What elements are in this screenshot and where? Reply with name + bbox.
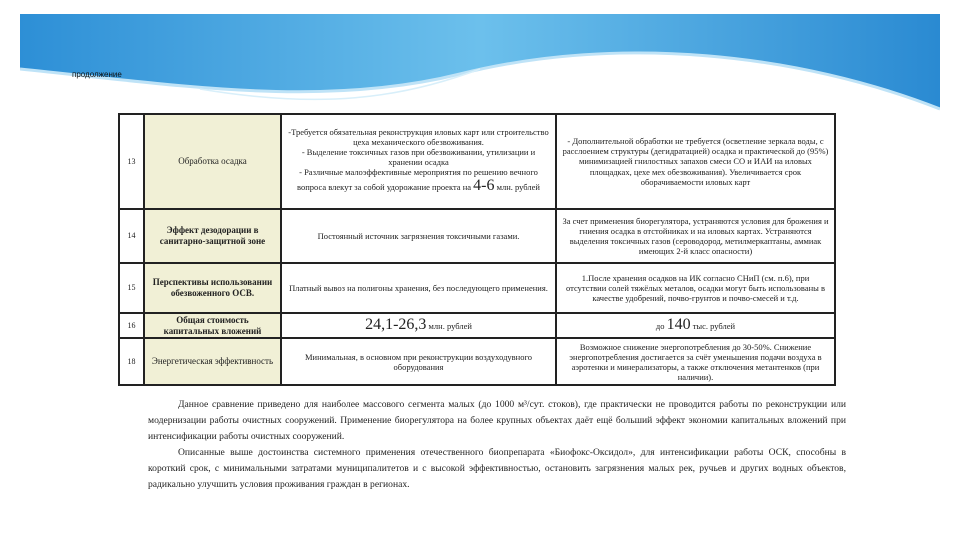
table-row xyxy=(119,338,835,385)
paragraph: Описанные выше достоинства системного применения отечественного биопрепарата «Биофокс-Оксидол», для интенсификации работы ОСК, способны в короткий срок, с минимальными затратами муниципалитетов и с высокой эффективностью, остановить загрязнения малых рек, ручьев и других водных объектов, радикально улучшить условия проживания граждан в регионах. xyxy=(148,447,846,490)
bioregulator-cell: Возможное снижение энергопотребления до 30-50%. Снижение энергопотребления достигается за счёт уменьшения подачи воздуха в аэротенки и минерализаторы, а также отключения метантенков (при наличии). xyxy=(556,338,835,385)
traditional-cell: Постоянный источник загрязнения токсичными газами. xyxy=(281,209,556,263)
decorative-wave-banner xyxy=(20,14,940,114)
cost-prefix: до xyxy=(655,321,665,332)
traditional-cell xyxy=(281,313,556,338)
row-number: 16 xyxy=(119,313,144,338)
row-number: 14 xyxy=(119,209,144,263)
row-number: 13 xyxy=(119,114,144,209)
cost-value: 140 xyxy=(666,316,691,334)
table-row xyxy=(119,263,835,313)
table-row xyxy=(119,313,835,338)
cost-unit: млн. рублей xyxy=(496,182,540,193)
bioregulator-cell: - Дополнительной обработки не требуется (осветление зеркала воды, с расслоением структуры (дегидратацией) осадка и практической до (95%) минимизацией гнилостных запахов смеси СО и ИАИ на иловых площадках, цехе мех обезвоживания). Увеличивается срок оборачиваемости иловых карт xyxy=(556,114,835,209)
slide-subtitle: продолжение xyxy=(72,70,122,79)
row-parameter: Эффект дезодорации в санитарно-защитной зоне xyxy=(144,209,281,263)
cell-line: - Выделение токсичных газов при обезвоживании, утилизации и хранении осадка xyxy=(301,147,536,168)
cost-unit: тыс. рублей xyxy=(692,321,736,332)
bioregulator-cell: За счет применения биорегулятора, устраняются условия для брожения и гниения осадка в отстойниках и на иловых картах. Устраняются выделения токсичных газов (сероводород, метилмеркаптаны, аммиак имеющих 2-й класс опасности) xyxy=(556,209,835,263)
cost-value: 4-6 xyxy=(473,177,495,195)
cell-text: - Различные малоэффективные мероприятия по решению вечного вопроса влекут за собой удорожание проекта на xyxy=(297,167,538,193)
bioregulator-cell xyxy=(556,313,835,338)
row-parameter: Перспективы использовании обезвоженного ОСВ. xyxy=(144,263,281,313)
comparison-table xyxy=(118,113,836,386)
notes-text xyxy=(148,397,846,493)
traditional-cell: Платный вывоз на полигоны хранения, без последующего применения. xyxy=(281,263,556,313)
bioregulator-cell: 1.После хранения осадков на ИК согласно СНиП (см. п.6), при отсутствии солей тяжёлых металов, осадки могут быть использованы в качестве удобрений, почво-грунтов и почво-смесей и т.д. xyxy=(556,263,835,313)
cell-line: -Требуется обязательная реконструкция иловых карт или строительство цеха механического обезвоживания. xyxy=(288,127,549,148)
table-row xyxy=(119,209,835,263)
row-parameter: Энергетическая эффективность xyxy=(144,338,281,385)
paragraph: Данное сравнение приведено для наиболее массового сегмента малых (до 1000 м³/сут. стоков), где практически не проводится работы по реконструкции или модернизации работы очистных сооружений. Применение биорегулятора на более крупных объектах даёт ещё больший эффект экономии капитальных вложений при интенсификации работы очистных сооружений. xyxy=(148,399,846,442)
row-parameter: Обработка осадка xyxy=(144,114,281,209)
row-parameter: Общая стоимость капитальных вложений xyxy=(144,313,281,338)
row-number: 18 xyxy=(119,338,144,385)
row-number: 15 xyxy=(119,263,144,313)
traditional-cell xyxy=(281,114,556,209)
traditional-cell: Минимальная, в основном при реконструкции воздуходувного оборудования xyxy=(281,338,556,385)
cost-unit: млн. рублей xyxy=(428,321,472,332)
table-row xyxy=(119,114,835,209)
cell-line xyxy=(286,167,551,196)
cost-value: 24,1-26,3 xyxy=(365,316,427,334)
